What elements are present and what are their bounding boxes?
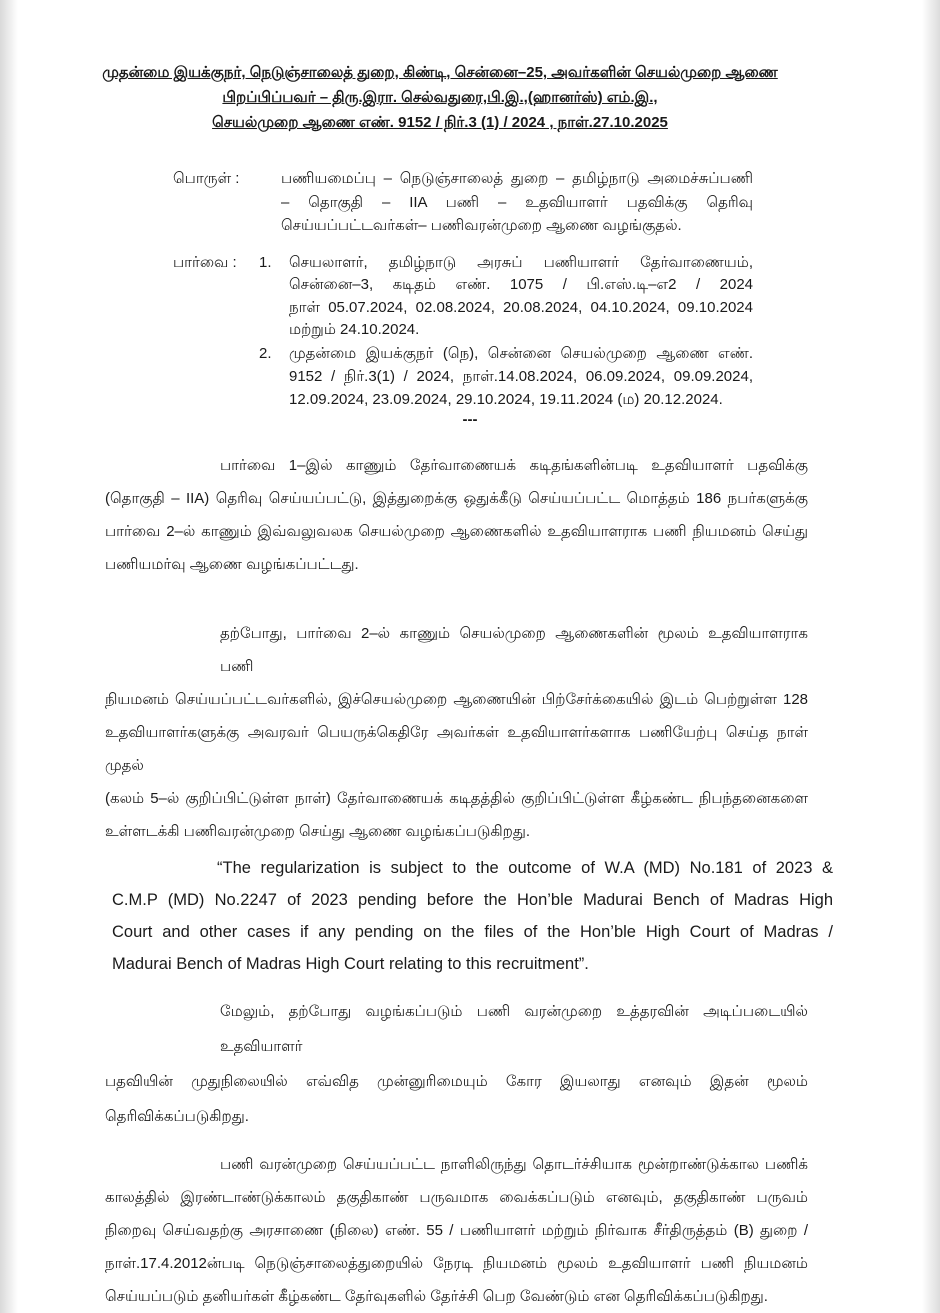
text-line: மற்றும் 24.10.2024. xyxy=(289,321,420,338)
text-line: மேலும், தற்போது வழங்கப்படும் பணி வரன்முறை உத்தரவின் அடிப்படையில் உதவியாளர் xyxy=(220,1002,808,1055)
text-line: நிறைவு செய்வதற்கு அரசாணை (நிலை) எண். 55 / பணியாளர் மற்றும் நிர்வாக சீர்திருத்தம் (B) துறை / xyxy=(105,1221,808,1239)
text-line: “The regularization is subject to the outcome of W.A (MD) No.181 of 2023 & xyxy=(217,858,833,877)
subject-row xyxy=(173,167,753,238)
text-line: பார்வை 1–இல் காணும் தேர்வாணையக் கடிதங்களின்படி உதவியாளர் பதவிக்கு xyxy=(220,456,808,474)
text-line: உள்ளடக்கி பணிவரன்முறை செய்து ஆணை வழங்கப்படுகிறது. xyxy=(105,822,531,840)
text-line: முதன்மை இயக்குநர் (நெ), சென்னை செயல்முறை ஆணை எண். xyxy=(289,344,753,362)
reference-2-row xyxy=(173,342,753,411)
subject-text xyxy=(281,167,753,238)
text-line: பதவியின் முதுநிலையில் எவ்வித முன்னுரிமையும் கோர இயலாது எனவும் இதன் மூலம் xyxy=(105,1072,808,1090)
reference-1-number: 1. xyxy=(259,253,272,271)
text-line: 12.09.2024, 23.09.2024, 29.10.2024, 19.11.2024 (ம) 20.12.2024. xyxy=(289,390,723,408)
text-line: (தொகுதி – IIA) தெரிவு செய்யப்பட்டு, இத்துறைக்கு ஒதுக்கீடு செய்யப்பட்ட மொத்தம் 186 நபர்களுக்கு xyxy=(105,489,808,507)
text-line: C.M.P (MD) No.2247 of 2023 pending before the Hon’ble Madurai Bench of Madras High xyxy=(112,890,833,909)
separator: --- xyxy=(462,410,478,428)
text-line: செயலாளர், தமிழ்நாடு அரசுப் பணியாளர் தேர்வாணையம், xyxy=(289,253,753,271)
text-line: தற்போது, பார்வை 2–ல் காணும் செயல்முறை ஆணைகளின் மூலம் உதவியாளராக பணி xyxy=(220,624,808,675)
header-office-line: முதன்மை இயக்குநர், நெடுஞ்சாலைத் துறை, கிண்டி, சென்னை–25, அவர்களின் செயல்முறை ஆணை xyxy=(102,64,778,81)
text-line: நாள்.17.4.2012ன்படி நெடுஞ்சாலைத்துறையில் நேரடி நியமனம் மூலம் உதவியாளர் பணி நியமனம் xyxy=(105,1254,808,1272)
paragraph-1 xyxy=(105,449,808,581)
reference-label: பார்வை : xyxy=(173,253,237,271)
text-line: உதவியாளர்களுக்கு அவரவர் பெயருக்கெதிரே அவர்கள் உதவியாளர்களாக பணியேற்பு செய்த நாள் முதல் xyxy=(105,723,808,774)
text-line: Court and other cases if any pending on the files of the Hon’ble High Court of Madras / xyxy=(112,922,833,941)
text-line: (கலம் 5–ல் குறிப்பிட்டுள்ள நாள்) தேர்வாணையக் கடிதத்தில் குறிப்பிட்டுள்ள கீழ்கண்ட நிபந்தனைகளை xyxy=(105,789,808,807)
text-line: நியமனம் செய்யப்பட்டவர்களில், இச்செயல்முறை ஆணையின் பிற்சேர்க்கையில் இடம் பெற்றுள்ள 128 xyxy=(105,690,808,708)
text-line: சென்னை–3, கடிதம் எண். 1075 / பி.எஸ்.டி–எ2 / 2024 xyxy=(289,276,753,293)
text-line: தெரிவிக்கப்படுகிறது. xyxy=(105,1107,249,1125)
text-line: செய்யப்படும் தனியர்கள் கீழ்கண்ட தேர்வுகளில் தேர்ச்சி பெற வேண்டும் என தெரிவிக்கப்படுகிறது. xyxy=(105,1287,768,1305)
text-line: பணி வரன்முறை செய்யப்பட்ட நாளிலிருந்து தொடர்ச்சியாக மூன்றாண்டுக்கால பணிக் xyxy=(220,1155,808,1173)
text-line: 9152 / நிர்.3(1) / 2024, நாள்.14.08.2024, 06.09.2024, 09.09.2024, xyxy=(289,367,753,385)
text-line: பணியமைப்பு – நெடுஞ்சாலைத் துறை – தமிழ்நாடு அமைச்சுப்பணி xyxy=(281,170,753,187)
document-header xyxy=(80,60,800,135)
reference-1-row xyxy=(173,252,753,342)
text-line: – தொகுதி – IIA பணி – உதவியாளர் பதவிக்கு தெரிவு xyxy=(281,193,753,211)
quoted-condition xyxy=(112,852,833,980)
reference-2-number: 2. xyxy=(259,344,272,362)
header-order-number: செயல்முறை ஆணை எண். 9152 / நிர்.3 (1) / 2024 , நாள்.27.10.2025 xyxy=(212,114,668,131)
subject-label: பொருள் : xyxy=(173,170,240,187)
text-line: Madurai Bench of Madras High Court relating to this recruitment”. xyxy=(112,954,589,973)
paragraph-4 xyxy=(105,1148,808,1313)
text-line: செய்யப்பட்டவர்கள்– பணிவரன்முறை ஆணை வழங்குதல். xyxy=(281,217,682,234)
header-issuer-line: பிறப்பிப்பவர் – திரு.இரா. செல்வதுரை,பி.இ.,(ஹானர்ஸ்) எம்.இ., xyxy=(222,89,658,106)
paragraph-3 xyxy=(105,994,808,1134)
text-line: பணியமர்வு ஆணை வழங்கப்பட்டது. xyxy=(105,555,359,573)
reference-1-text xyxy=(289,252,753,342)
reference-2-text xyxy=(289,342,753,411)
paragraph-2 xyxy=(105,617,808,848)
text-line: நாள் 05.07.2024, 02.08.2024, 20.08.2024, 04.10.2024, 09.10.2024 xyxy=(289,298,753,316)
text-line: காலத்தில் இரண்டாண்டுக்காலம் தகுதிகாண் பருவமாக வைக்கப்படும் எனவும், தகுதிகாண் பருவம் xyxy=(105,1188,808,1206)
text-line: பார்வை 2–ல் காணும் இவ்வலுவலக செயல்முறை ஆணைகளில் உதவியாளராக பணி நியமனம் செய்து xyxy=(105,522,808,540)
